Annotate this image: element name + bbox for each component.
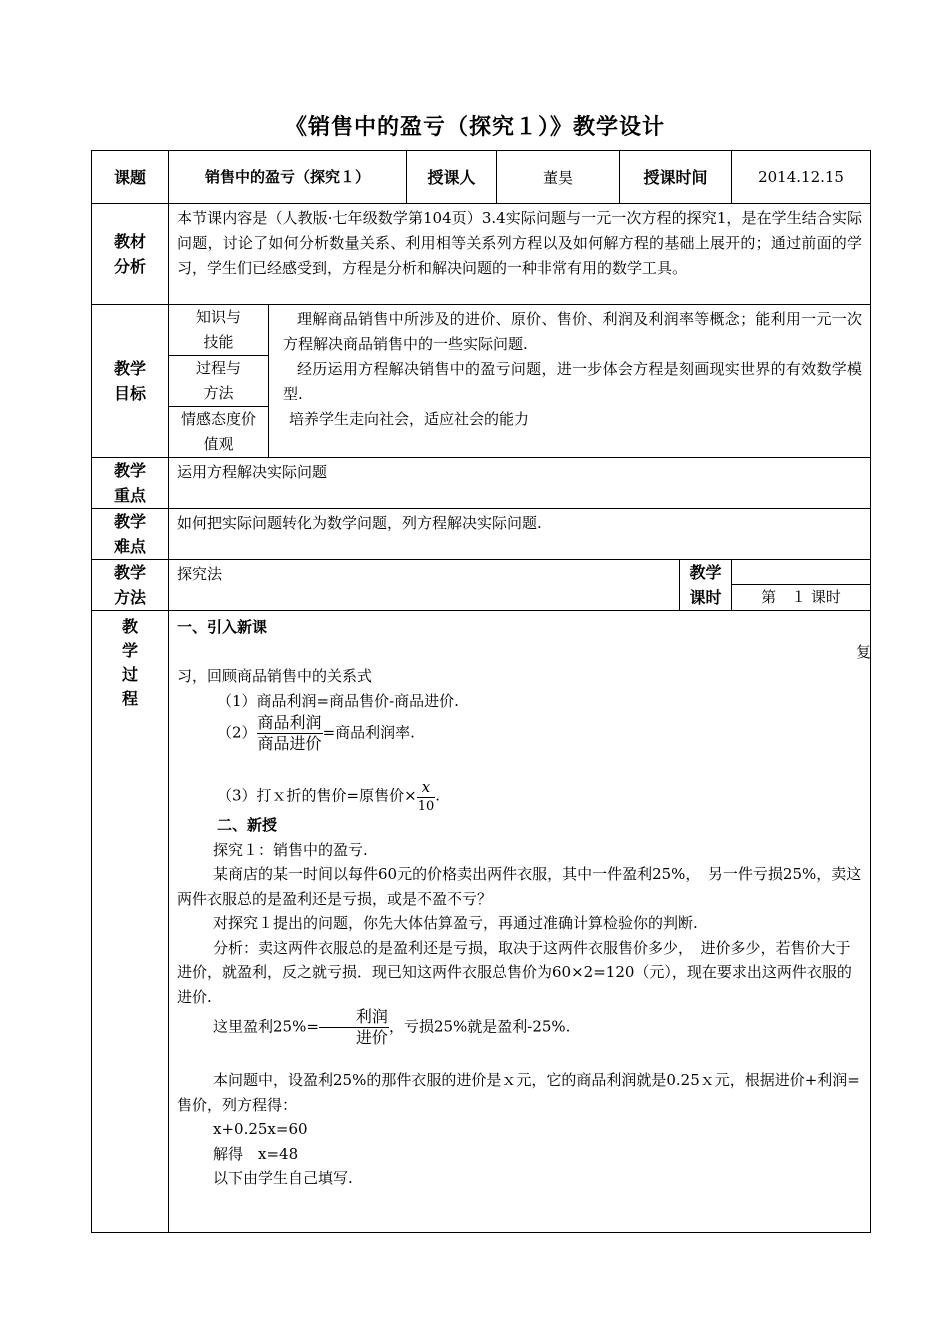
- goals-label: 教学 目标: [92, 305, 169, 458]
- method-label: 教学 方法: [92, 560, 169, 611]
- topic-label: 课题: [92, 151, 169, 204]
- teacher-label: 授课人: [407, 151, 497, 204]
- discount-fraction: $\frac{x}{10}$: [417, 778, 435, 814]
- review-fu: 复: [856, 642, 872, 661]
- goal-attitude-label: 情感态度价 值观: [180, 410, 256, 453]
- key-point-text: 运用方程解决实际问题: [169, 458, 871, 509]
- difficulty-row: [92, 509, 871, 560]
- profit-fraction: $\frac{\text{利润}}{\text{进价}}$: [319, 1009, 389, 1046]
- section-intro-heading: 一、引入新课: [177, 618, 268, 636]
- key-point-row: [92, 458, 871, 509]
- time-label: 授课时间: [620, 151, 732, 204]
- goals-subcategories: [169, 305, 269, 458]
- setup-text: 本问题中，设盈利25%的那件衣服的进价是ｘ元，它的商品利润就是0.25ｘ元，根据进价+利润=售价，列方程得：: [177, 1071, 860, 1114]
- formula-discount: （3）打ｘ折的售价=原售价× $\frac{x}{10}$ .: [217, 778, 441, 814]
- process-content: [169, 611, 871, 1233]
- key-point-label: 教学 重点: [92, 458, 169, 509]
- goals-text: [269, 305, 871, 458]
- goal-knowledge-label: 知识与 技能: [169, 305, 268, 356]
- problem-text: 某商店的某一时间以每件60元的价格卖出两件衣服，其中一件盈利25%， 另一件亏损25%，卖这两件衣服总的是盈利还是亏损，或是不盈不亏？: [177, 865, 862, 908]
- formula-profit-rate: （2） $\frac{\text{商品利润}}{\text{商品进价}}$ =商品利润率.: [217, 713, 415, 753]
- explore-title: 探究１：销售中的盈亏.: [213, 840, 368, 859]
- analysis-text: 本节课内容是（人教版·七年级数学第104页）3.4实际问题与一元一次方程的探究1，是在学生结合实际问题，讨论了如何分析数量关系、利用相等关系列方程以及如何解方程的基础上展开的；通过前面的学习，学生们已经感受到，方程是分析和解决问题的一种非常有用的数学工具。: [169, 204, 871, 305]
- goal-process-label: 过程与 方法: [169, 356, 268, 407]
- lesson-plan-table: [91, 150, 871, 1233]
- analysis-paragraph: 分析：卖这两件衣服总的是盈利还是亏损，取决于这两件衣服售价多少， 进价多少，若售价大于进价，就盈利，反之就亏损．现已知这两件衣服总售价为60×2=120（元），现在要求出这两件衣服的进价.: [177, 938, 852, 1006]
- equation: x+0.25x=60: [213, 1120, 308, 1138]
- process-label: 教 学 过 程: [92, 611, 169, 1233]
- goal-knowledge-text: 理解商品销售中所涉及的进价、原价、售价、利润及利润率等概念；能利用一元一次方程解决商品销售中的一些实际问题.: [283, 310, 863, 353]
- period-label: 教学 课时: [680, 560, 732, 611]
- review-text: 习，回顾商品销售中的关系式: [177, 667, 373, 685]
- section-new-heading: 二、新授: [217, 816, 278, 834]
- difficulty-label: 教学 难点: [92, 509, 169, 560]
- time-value: 2014.12.15: [732, 151, 871, 204]
- document-title: 《销售中的盈亏（探究１）》教学设计: [284, 114, 665, 140]
- header-row: [92, 151, 871, 204]
- teacher-value: 董昊: [497, 151, 620, 204]
- goal-process-text: 经历运用方程解决销售中的盈亏问题，进一步体会方程是刻画现实世界的有效数学模型.: [283, 360, 863, 403]
- formula-profit: （1）商品利润=商品售价-商品进价.: [217, 691, 459, 710]
- estimate-text: 对探究１提出的问题，你先大体估算盈亏，再通过准确计算检验你的判断.: [213, 914, 698, 932]
- method-text: 探究法: [169, 560, 680, 611]
- analysis-label: 教材 分析: [92, 204, 169, 305]
- goals-row: [92, 305, 871, 458]
- process-row: [92, 611, 871, 1233]
- profit-formula: 这里盈利25%= $\frac{\text{利润}}{\text{进价}}$ ，亏损25%就是盈利-25%.: [213, 1007, 571, 1047]
- period-value: 第 １ 课时: [761, 588, 841, 606]
- method-row: [92, 560, 871, 611]
- difficulty-text: 如何把实际问题转化为数学问题，列方程解决实际问题.: [169, 509, 871, 560]
- rest-note: 以下由学生自己填写.: [213, 1169, 353, 1187]
- analysis-row: [92, 204, 871, 305]
- solution: 解得 x=48: [213, 1144, 299, 1163]
- goal-attitude-text: 培养学生走向社会，适应社会的能力: [289, 410, 530, 428]
- profit-rate-fraction: $\frac{\text{商品利润}}{\text{商品进价}}$: [257, 713, 322, 753]
- period-cell: [732, 560, 871, 611]
- topic-value: 销售中的盈亏（探究１）: [169, 151, 407, 204]
